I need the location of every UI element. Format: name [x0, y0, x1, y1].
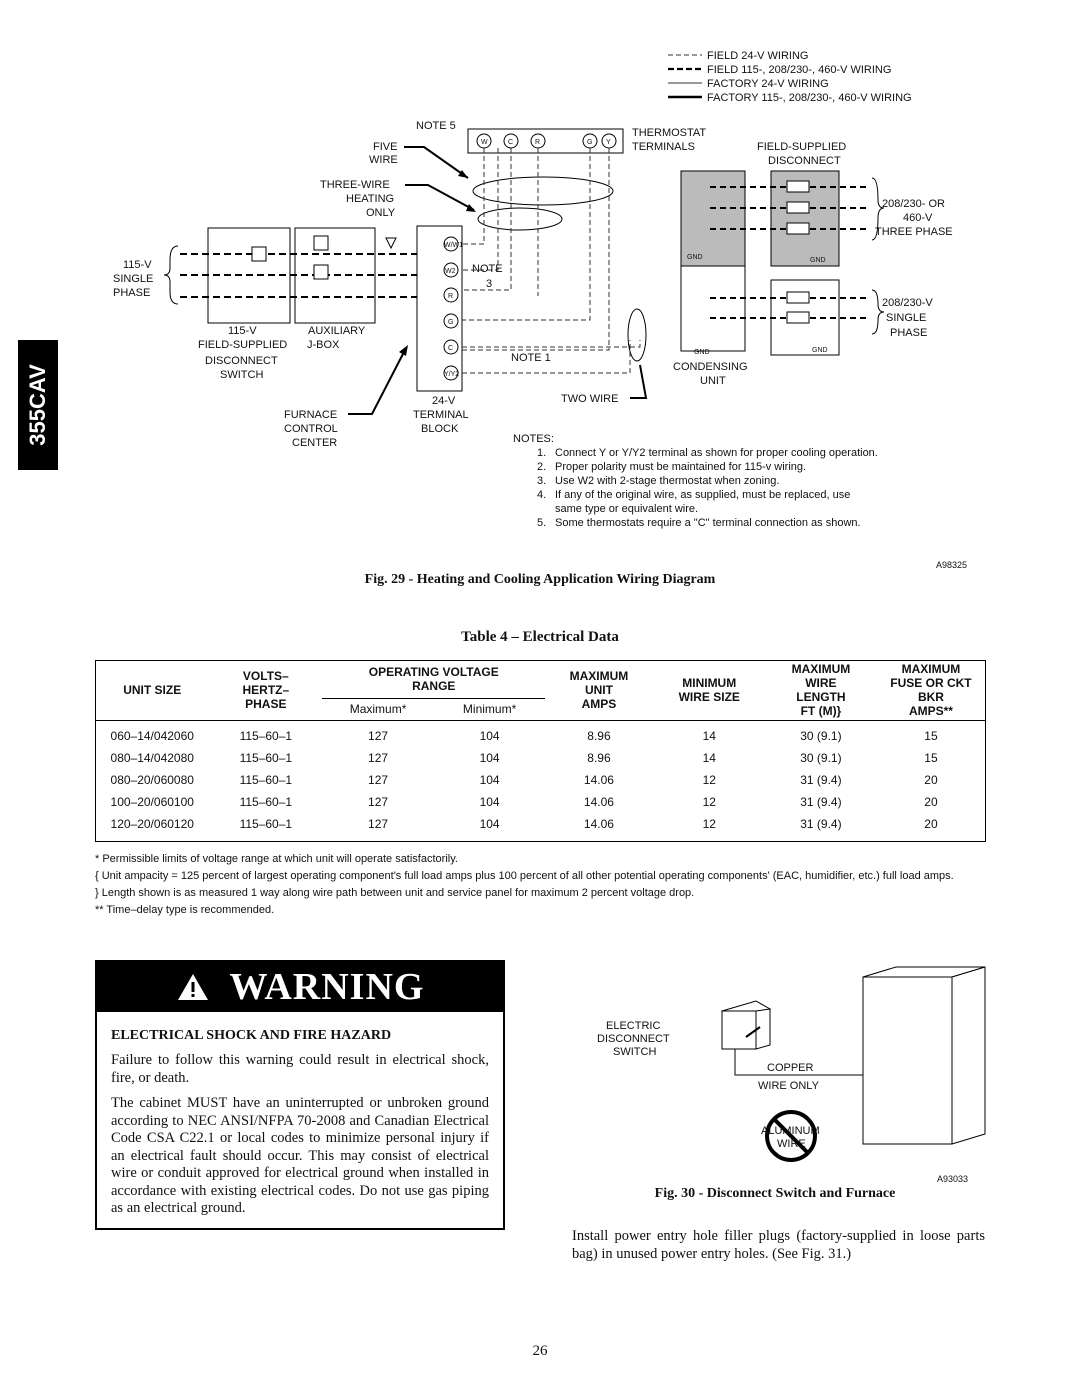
label-aluminum: ALUMINUM — [761, 1125, 820, 1137]
label-208-or: 208/230- OR — [882, 198, 945, 210]
hdr-max-wire-length: MAXIMUM WIRE LENGTH FT (M)} — [766, 660, 876, 721]
label-wire-only: WIRE ONLY — [758, 1080, 819, 1092]
table-row: 080–20/060080 115–60–1 127 104 14.06 12 31 (9.4) 20 — [110, 773, 938, 787]
svg-text:DISCONNECT: DISCONNECT — [597, 1033, 670, 1045]
fig29-ref: A98325 — [936, 560, 968, 570]
svg-text:G: G — [587, 139, 593, 146]
electrical-data-table — [95, 660, 986, 835]
label-furnace: FURNACE — [284, 409, 338, 421]
warning-triangle-icon — [176, 972, 210, 1002]
legend-0: FIELD 24-V WIRING — [707, 50, 809, 62]
fig30-ref: A93033 — [937, 1174, 969, 1184]
svg-text:Use W2 with 2-stage thermostat: Use W2 with 2-stage thermostat when zoning. — [555, 475, 780, 487]
note5: NOTE 5 — [416, 120, 456, 132]
footnote: * Permissible limits of voltage range at which unit will operate satisfactorily. — [95, 853, 458, 865]
svg-text:AUXILIARY: AUXILIARY — [308, 325, 366, 337]
warning-header — [97, 962, 503, 1012]
label-field-supplied: FIELD-SUPPLIED — [757, 141, 847, 153]
svg-text:PHASE: PHASE — [113, 287, 151, 299]
svg-text:CENTER: CENTER — [292, 437, 338, 449]
legend-3: FACTORY 115-, 208/230-, 460-V WIRING — [707, 92, 912, 104]
svg-text:115-V: 115-V — [228, 325, 257, 337]
furnace — [863, 977, 952, 1144]
svg-text:Connect Y or Y/Y2 terminal as: Connect Y or Y/Y2 terminal as shown for proper cooling operation. — [555, 447, 878, 459]
install-text: Install power entry hole filler plugs (factory-supplied in loose parts bag) in unused power entry holes. (See Fig. 31.) — [572, 1228, 985, 1262]
label-terminals: TERMINALS — [632, 141, 695, 153]
svg-text:3.: 3. — [537, 475, 547, 487]
notes-list — [537, 447, 878, 529]
label-115v: 115-V — [123, 259, 152, 271]
label-two-wire: TWO WIRE — [561, 393, 619, 405]
svg-text:SWITCH: SWITCH — [220, 369, 264, 381]
hdr-max-unit-amps: MAXIMUM UNIT AMPS — [545, 660, 652, 721]
svg-text:3: 3 — [486, 278, 493, 290]
svg-text:SINGLE: SINGLE — [113, 273, 154, 285]
side-tab-label: 355CAV — [25, 364, 50, 446]
hdr-max-fuse: MAXIMUM FUSE OR CKT BKR AMPS** — [876, 660, 986, 721]
table-row: 080–14/042080 115–60–1 127 104 8.96 14 30 (9.1) 15 — [110, 751, 938, 765]
table-row: 120–20/060120 115–60–1 127 104 14.06 12 31 (9.4) 20 — [110, 817, 938, 831]
svg-text:Y/Y2: Y/Y2 — [444, 371, 460, 378]
svg-text:G: G — [448, 319, 454, 326]
svg-text:W: W — [481, 139, 488, 146]
label-heating: HEATING — [346, 193, 395, 205]
disconnect-switch-figure — [560, 965, 990, 1185]
svg-text:GND: GND — [810, 257, 826, 264]
label-208-230v: 208/230-V — [882, 297, 933, 309]
svg-text:GND: GND — [812, 347, 828, 354]
fig30-caption: Fig. 30 - Disconnect Switch and Furnace — [654, 1186, 896, 1201]
svg-text:460-V: 460-V — [903, 212, 933, 224]
wiring-diagram — [0, 0, 1080, 580]
svg-text:SINGLE: SINGLE — [886, 312, 927, 324]
svg-text:UNIT: UNIT — [700, 375, 726, 387]
svg-text:BLOCK: BLOCK — [421, 423, 459, 435]
svg-text:R: R — [448, 293, 454, 300]
svg-text:R: R — [535, 139, 541, 146]
svg-text:DISCONNECT: DISCONNECT — [768, 155, 841, 167]
warning-paragraph-1: Failure to follow this warning could result in electrical shock, fire, or death. — [111, 1052, 489, 1086]
hdr-unit-size: UNIT SIZE — [95, 660, 209, 721]
table-row: 060–14/042060 115–60–1 127 104 8.96 14 30 (9.1) 15 — [110, 729, 938, 743]
svg-text:CONTROL: CONTROL — [284, 423, 338, 435]
svg-text:4.: 4. — [537, 489, 547, 501]
hdr-volts: VOLTS– HERTZ– PHASE — [209, 660, 322, 721]
legend-2: FACTORY 24-V WIRING — [707, 78, 829, 90]
table-footnotes — [95, 852, 985, 920]
svg-text:1.: 1. — [537, 447, 547, 459]
svg-text:WIRE: WIRE — [777, 1138, 806, 1150]
warning-heading: ELECTRICAL SHOCK AND FIRE HAZARD — [111, 1028, 392, 1043]
svg-text:same type or equivalent wire.: same type or equivalent wire. — [555, 503, 699, 515]
svg-text:GND: GND — [687, 254, 703, 261]
note3: NOTE — [472, 263, 503, 275]
hdr-min-voltage: Minimum* — [434, 698, 545, 720]
hdr-operating-range: OPERATING VOLTAGE RANGE — [368, 664, 499, 693]
svg-text:SWITCH: SWITCH — [613, 1046, 657, 1058]
label-electric: ELECTRIC — [606, 1020, 661, 1032]
label-wire: WIRE — [369, 154, 398, 166]
hdr-min-wire-size: MINIMUM WIRE SIZE — [653, 660, 766, 721]
svg-text:W2: W2 — [445, 268, 456, 275]
label-24v: 24-V — [432, 395, 456, 407]
notes-title: NOTES: — [513, 433, 554, 445]
footnote: ** Time–delay type is recommended. — [95, 904, 275, 916]
label-only: ONLY — [366, 207, 396, 219]
note1: NOTE 1 — [511, 352, 551, 364]
svg-text:2.: 2. — [537, 461, 547, 473]
svg-text:J-BOX: J-BOX — [307, 339, 340, 351]
fig29-caption: Fig. 29 - Heating and Cooling Application Wiring Diagram — [364, 572, 716, 587]
warning-box — [95, 960, 505, 1230]
svg-text:W/W1: W/W1 — [444, 242, 464, 249]
svg-text:Proper polarity must be mainta: Proper polarity must be maintained for 115-v wiring. — [555, 461, 807, 473]
label-copper: COPPER — [767, 1062, 814, 1074]
page-number: 26 — [532, 1343, 548, 1359]
table-title: Table 4 – Electrical Data — [461, 629, 619, 645]
warning-title: WARNING — [229, 966, 425, 1008]
legend-1: FIELD 115-, 208/230-, 460-V WIRING — [707, 64, 892, 76]
warning-paragraph-2: The cabinet MUST have an uninterrupted or unbroken ground according to NEC ANSI/NFPA 70-2008 and Canadian Electrical Code CSA C22.1 or local codes to minimize personal injury if an electrical fault should occur. This may consist of electrical wire or conduit approved for electrical ground when installed in accordance with existing electrical codes. Do not use gas piping as an electrical ground. — [111, 1095, 489, 1216]
label-three-wire: THREE-WIRE — [320, 179, 390, 191]
svg-text:Some thermostats require a "C": Some thermostats require a "C" terminal connection as shown. — [555, 517, 861, 529]
wiring-legend — [668, 50, 912, 104]
svg-text:C: C — [448, 345, 454, 352]
hdr-max-voltage: Maximum* — [322, 698, 434, 720]
disconnect-switch — [722, 1011, 756, 1049]
svg-text:Y: Y — [606, 139, 611, 146]
label-condensing: CONDENSING — [673, 361, 748, 373]
terminal-block — [417, 226, 462, 391]
svg-text:DISCONNECT: DISCONNECT — [205, 355, 278, 367]
svg-text:THREE PHASE: THREE PHASE — [875, 226, 953, 238]
footnote: } Length shown is as measured 1 way along wire path between unit and service panel for maximum 2 percent voltage drop. — [95, 887, 695, 899]
svg-text:FIELD-SUPPLIED: FIELD-SUPPLIED — [198, 339, 288, 351]
svg-text:5.: 5. — [537, 517, 547, 529]
footnote: { Unit ampacity = 125 percent of largest operating component's full load amps plus 100 percent of all other potential operating components' (EAC, humidifier, etc.) full load amps. — [95, 870, 954, 882]
svg-text:PHASE: PHASE — [890, 327, 928, 339]
label-thermostat: THERMOSTAT — [632, 127, 707, 139]
svg-text:GND: GND — [694, 349, 710, 356]
svg-text:TERMINAL: TERMINAL — [413, 409, 469, 421]
svg-text:If any of the original wire, a: If any of the original wire, as supplied, must be replaced, use — [555, 489, 851, 501]
svg-text:C: C — [508, 139, 514, 146]
label-five: FIVE — [373, 141, 398, 153]
table-row: 100–20/060100 115–60–1 127 104 14.06 12 31 (9.4) 20 — [110, 795, 938, 809]
